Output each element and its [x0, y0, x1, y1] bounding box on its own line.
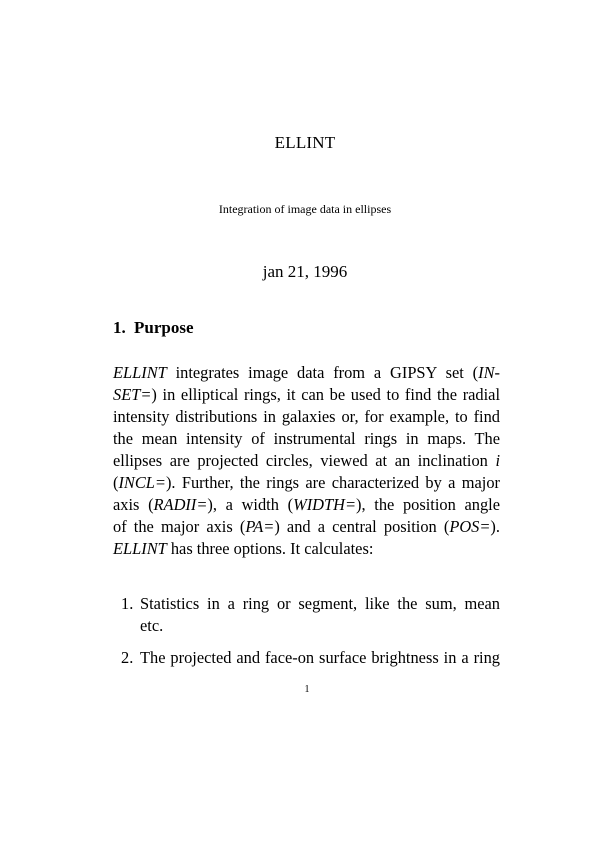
paragraph-line: intensity distributions in galaxies or, for example, to find	[113, 407, 500, 426]
document-title: ELLINT	[274, 133, 336, 152]
paragraph-line	[113, 472, 500, 494]
list-line: The projected and face-on surface brightness in a ring	[140, 648, 500, 667]
section-title: Purpose	[134, 318, 194, 337]
keyword-radii: RADII=	[153, 495, 208, 514]
paragraph-text: (	[113, 473, 119, 492]
keyword-inset: SET=	[113, 385, 152, 404]
paragraph-line: the mean intensity of instrumental rings in maps. The	[113, 429, 500, 448]
paragraph-text: ).	[490, 517, 500, 536]
section-number: 1.	[113, 318, 126, 337]
paragraph-line	[113, 494, 500, 516]
keyword-incl: INCL=	[118, 473, 166, 492]
page-number: 1	[304, 684, 310, 695]
list-item-text	[140, 593, 500, 637]
purpose-paragraph	[113, 362, 500, 560]
list-line: Statistics in a ring or segment, like the sum, mean	[140, 594, 500, 613]
paragraph-line	[113, 362, 500, 384]
paragraph-text: of the major axis (	[113, 517, 246, 536]
paragraph-text: integrates image data from a GIPSY set (	[166, 363, 479, 382]
paragraph-text: ), a width (	[207, 495, 294, 514]
list-marker: 2.	[121, 648, 134, 667]
keyword-width: WIDTH=	[293, 495, 357, 514]
keyword-inset: IN-	[478, 363, 500, 382]
list-line: etc.	[140, 616, 164, 635]
paragraph-line	[113, 516, 500, 538]
section-heading	[113, 318, 194, 338]
document-date: jan 21, 1996	[262, 262, 348, 281]
paragraph-text: axis (	[113, 495, 154, 514]
paragraph-line	[113, 538, 500, 560]
paragraph-text: ) in elliptical rings, it can be used to find the radial	[151, 385, 500, 404]
list-item	[113, 647, 500, 669]
inclination-symbol: i	[495, 451, 500, 470]
program-name: ELLINT	[113, 363, 167, 382]
paragraph-line	[113, 450, 500, 472]
paragraph-text: ), the position angle	[356, 495, 500, 514]
list-item-text	[140, 647, 500, 669]
list-item	[113, 593, 500, 637]
paragraph-text: ). Further, the rings are characterized by a major	[165, 473, 500, 492]
paragraph-text: has three options. It calculates:	[166, 539, 374, 558]
paragraph-text: ellipses are projected circles, viewed at an inclination	[113, 451, 496, 470]
keyword-pos: POS=	[449, 517, 491, 536]
keyword-pa: PA=	[245, 517, 275, 536]
program-name: ELLINT	[113, 539, 167, 558]
paragraph-line	[113, 384, 500, 406]
list-marker: 1.	[121, 594, 134, 613]
document-subtitle: Integration of image data in ellipses	[218, 202, 392, 216]
paragraph-text: ) and a central position (	[274, 517, 450, 536]
